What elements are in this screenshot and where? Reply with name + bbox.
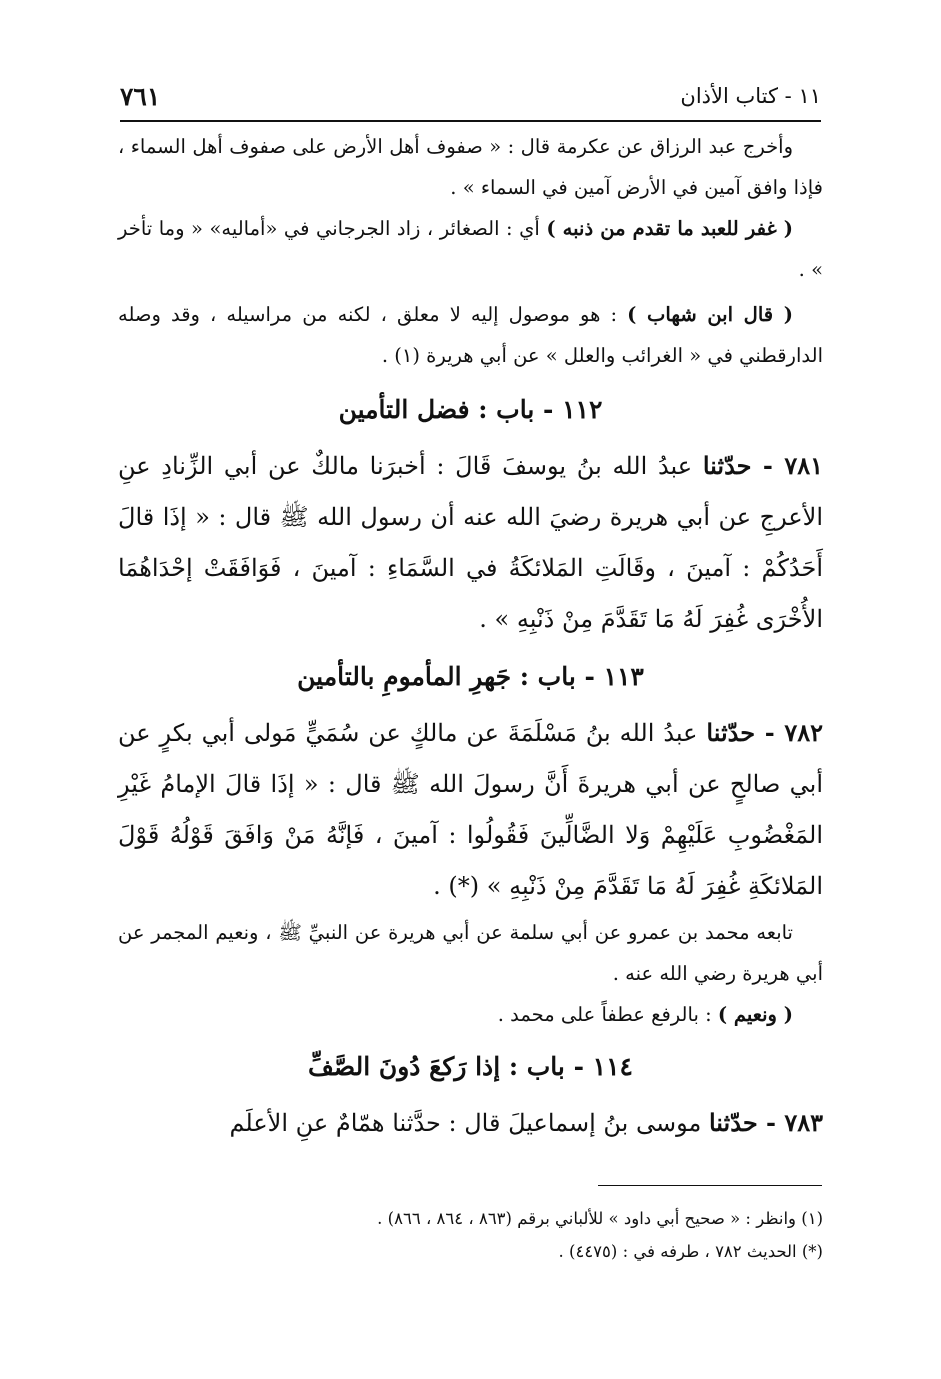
hadith-number: ٧٨٢ - حدّثنا [706, 718, 824, 747]
chapter-heading: ١١٣ - باب : جَهرِ المأمومِ بالتأمين [297, 662, 644, 691]
commentary-lemma: ( ونعيم ) [717, 1003, 793, 1026]
chapter-heading: ١١٢ - باب : فضل التأمين [338, 395, 603, 424]
hadith-text: عبدُ الله بنُ مَسْلَمَةَ عن مالكٍ عن سُمَيٍّ مَولى أبي بكرٍ عن أبي صالحٍ عن أبي هريرةَ أَنَّ رسولَ الله ﷺ قال : « إذَا قالَ الإمامُ غَيْرِ المَغْضُوبِ عَلَيْهِمْ وَلا الضَّالِّينَ فَقُولُوا : آمينَ ، فَإنَّهُ مَنْ وَافَقَ قَوْلُهُ قَوْلَ المَلائكَةِ غُفِرَ لَهُ مَا تَقَدَّمَ مِنْ ذَنْبِهِ » (*) . [118, 719, 823, 900]
running-title: ١١ - كتاب الأذان [680, 84, 821, 108]
page-body [118, 126, 823, 1149]
commentary-paragraph [118, 208, 823, 290]
hadith-text: موسى بنُ إسماعيلَ قال : حدَّثنا همّامٌ عنِ الأعلَم [229, 1109, 709, 1137]
chapter-heading: ١١٤ - باب : إذا رَكعَ دُونَ الصَّفِّ [308, 1052, 633, 1081]
page-number: ٧٦١ [120, 82, 161, 111]
footnote: (١) وانظر : « صحيح أبي داود » للألباني برقم (٨٦٣ ، ٨٦٤ ، ٨٦٦) . [377, 1209, 823, 1228]
header-rule [120, 120, 821, 122]
commentary-paragraph [118, 294, 823, 376]
page-header [120, 84, 821, 120]
commentary-paragraph [118, 994, 823, 1035]
commentary-text: أي : الصغائر ، زاد الجرجاني في «أماليه» « وما تأخر » . [118, 217, 823, 281]
commentary-text: تابعه محمد بن عمرو عن أبي سلمة عن أبي هريرة عن النبيِّ ﷺ ، ونعيم المجمر عن أبي هريرة رضي الله عنه . [118, 921, 823, 985]
commentary-text: : هو موصول إليه لا معلق ، لكنه من مراسيله ، وقد وصله الدارقطني في « الغرائب والعلل » عن أبي هريرة (١) . [118, 303, 823, 367]
hadith-paragraph [118, 1097, 823, 1149]
commentary-paragraph [118, 126, 823, 208]
commentary-text: وأخرج عبد الرزاق عن عكرمة قال : « صفوف أهل الأرض على صفوف أهل السماء ، فإذا وافق آمين في الأرض آمين في السماء » . [118, 135, 823, 199]
commentary-lemma: ( قال ابن شهاب ) [627, 303, 793, 326]
commentary-paragraph [118, 912, 823, 994]
commentary-text: : بالرفع عطفاً على محمد . [497, 1003, 718, 1026]
hadith-number: ٧٨٣ - حدّثنا [708, 1108, 823, 1137]
hadith-text: عبدُ الله بنُ يوسفَ قَالَ : أخبرَنا مالكٌ عن أبي الزِّنادِ عنِ الأعرجِ عن أبي هريرة رضيَ الله عنه أن رسول الله ﷺ قال : « إذَا قالَ أَحَدُكُمْ : آمينَ ، وقَالَتِ المَلائكَةُ في السَّمَاءِ : آمينَ ، فَوَافَقَتْ إحْدَاهُمَا الأُخْرَى غُفِرَ لَهُ مَا تَقَدَّمَ مِنْ ذَنْبِهِ » . [118, 452, 823, 633]
commentary-lemma: ( غفر للعبد ما تقدم من ذنبه ) [546, 217, 793, 240]
footnote: (*) الحديث ٧٨٢ ، طرفه في : (٤٤٧٥) . [558, 1242, 823, 1261]
footnotes [118, 1202, 823, 1268]
hadith-paragraph [118, 440, 823, 645]
hadith-paragraph [118, 707, 823, 912]
hadith-number: ٧٨١ - حدّثنا [702, 451, 823, 480]
footnote-rule [598, 1185, 822, 1186]
